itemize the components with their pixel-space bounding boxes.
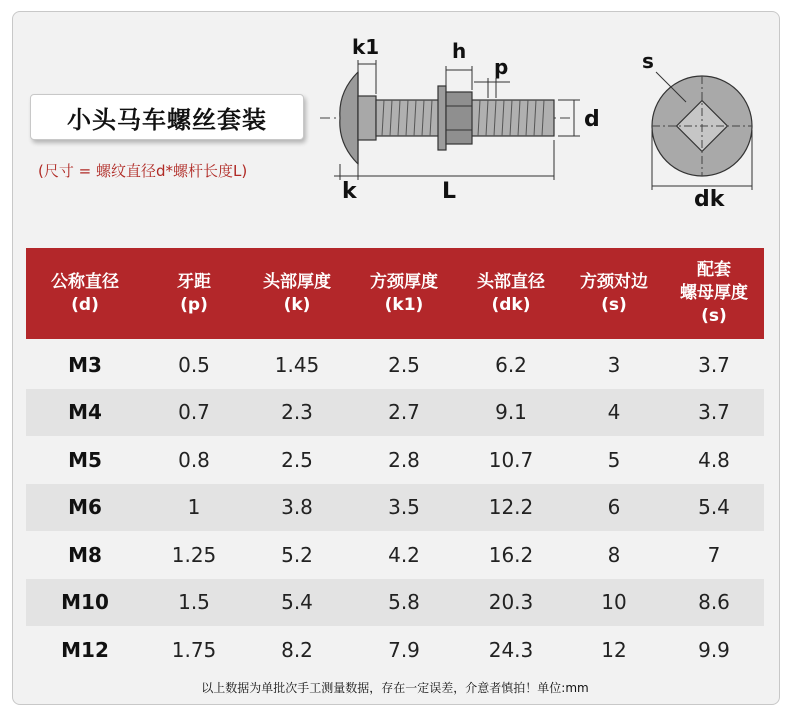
table-cell: 10.7 <box>488 447 534 472</box>
table-cell: M12 <box>61 637 109 662</box>
spec-table-header <box>26 248 764 339</box>
table-cell: 20.3 <box>488 590 534 615</box>
header-nominal-diameter: 公称直径 (d) <box>51 271 119 315</box>
table-cell: 3.8 <box>281 495 313 520</box>
table-cell: M3 <box>68 352 102 377</box>
table-cell: 9.9 <box>698 637 730 662</box>
table-cell: 12.2 <box>488 495 534 520</box>
table-cell: M8 <box>68 542 102 567</box>
table-cell: 0.5 <box>178 352 210 377</box>
spec-table-body <box>26 341 764 674</box>
table-cell: 1.45 <box>274 352 320 377</box>
table-cell: 9.1 <box>495 400 527 425</box>
header-pitch: 牙距 (p) <box>177 271 211 315</box>
table-cell: 2.5 <box>281 447 313 472</box>
table-cell: 3.7 <box>698 400 730 425</box>
nut <box>446 92 472 144</box>
table-cell: 0.7 <box>178 400 210 425</box>
table-cell: 3.5 <box>388 495 420 520</box>
table-cell: 6.2 <box>495 352 527 377</box>
label-p: p <box>494 55 509 79</box>
label-dk: dk <box>694 187 725 210</box>
table-cell: M5 <box>68 447 102 472</box>
table-row <box>26 579 764 627</box>
table-cell: M6 <box>68 495 102 520</box>
table-cell: 10 <box>601 590 627 615</box>
table-row <box>26 531 764 579</box>
table-cell: 3.7 <box>698 352 730 377</box>
label-L: L <box>442 179 457 204</box>
table-cell: 3 <box>607 352 621 377</box>
table-cell: 12 <box>601 637 627 662</box>
table-cell: 1.25 <box>171 542 217 567</box>
label-h: h <box>452 39 467 63</box>
measurement-disclaimer: 以上数据为单批次手工测量数据，存在一定误差，介意者慎拍！单位:mm <box>201 681 589 695</box>
table-cell: 16.2 <box>488 542 534 567</box>
page-title: 小头马车螺丝套装 <box>30 94 304 140</box>
table-cell: 4.2 <box>388 542 420 567</box>
table-cell: 4 <box>607 400 621 425</box>
label-d: d <box>584 107 600 132</box>
table-row <box>26 389 764 437</box>
header-neck-width: 方颈对边 (s) <box>580 271 648 315</box>
table-cell: 5.4 <box>281 590 313 615</box>
label-k1: k1 <box>352 35 380 59</box>
table-cell: 1.5 <box>178 590 210 615</box>
table-row <box>26 341 764 389</box>
table-cell: 2.3 <box>281 400 313 425</box>
table-cell: 6 <box>607 495 621 520</box>
bolt-diagram <box>312 30 782 210</box>
table-cell: 2.7 <box>388 400 420 425</box>
header-neck-thickness: 方颈厚度 (k1) <box>370 271 438 315</box>
bolt-neck <box>358 96 376 140</box>
table-cell: 2.5 <box>388 352 420 377</box>
table-cell: 8.6 <box>698 590 730 615</box>
table-cell: 8 <box>607 542 621 567</box>
header-nut-thickness: 配套 螺母厚度 (s) <box>680 260 748 326</box>
header-head-thickness: 头部厚度 (k) <box>263 271 331 315</box>
table-cell: 24.3 <box>488 637 534 662</box>
label-k: k <box>342 179 357 204</box>
table-row <box>26 626 764 674</box>
table-cell: 7.9 <box>388 637 420 662</box>
table-cell: M10 <box>61 590 109 615</box>
table-cell: 1 <box>187 495 201 520</box>
table-cell: 7 <box>707 542 721 567</box>
table-cell: 5.8 <box>388 590 420 615</box>
table-row <box>26 484 764 532</box>
bolt-head <box>340 72 358 164</box>
table-cell: 8.2 <box>281 637 313 662</box>
table-cell: 5.2 <box>281 542 313 567</box>
table-cell: 5 <box>607 447 621 472</box>
table-cell: 2.8 <box>388 447 420 472</box>
washer <box>438 86 446 150</box>
size-formula-note: (尺寸 = 螺纹直径d*螺杆长度L) <box>38 162 248 180</box>
table-cell: 1.75 <box>171 637 217 662</box>
table-cell: 0.8 <box>178 447 210 472</box>
table-cell: M4 <box>68 400 102 425</box>
table-cell: 5.4 <box>698 495 730 520</box>
label-s: s <box>642 49 654 73</box>
header-head-diameter: 头部直径 (dk) <box>477 271 545 315</box>
table-cell: 4.8 <box>698 447 730 472</box>
table-row <box>26 436 764 484</box>
